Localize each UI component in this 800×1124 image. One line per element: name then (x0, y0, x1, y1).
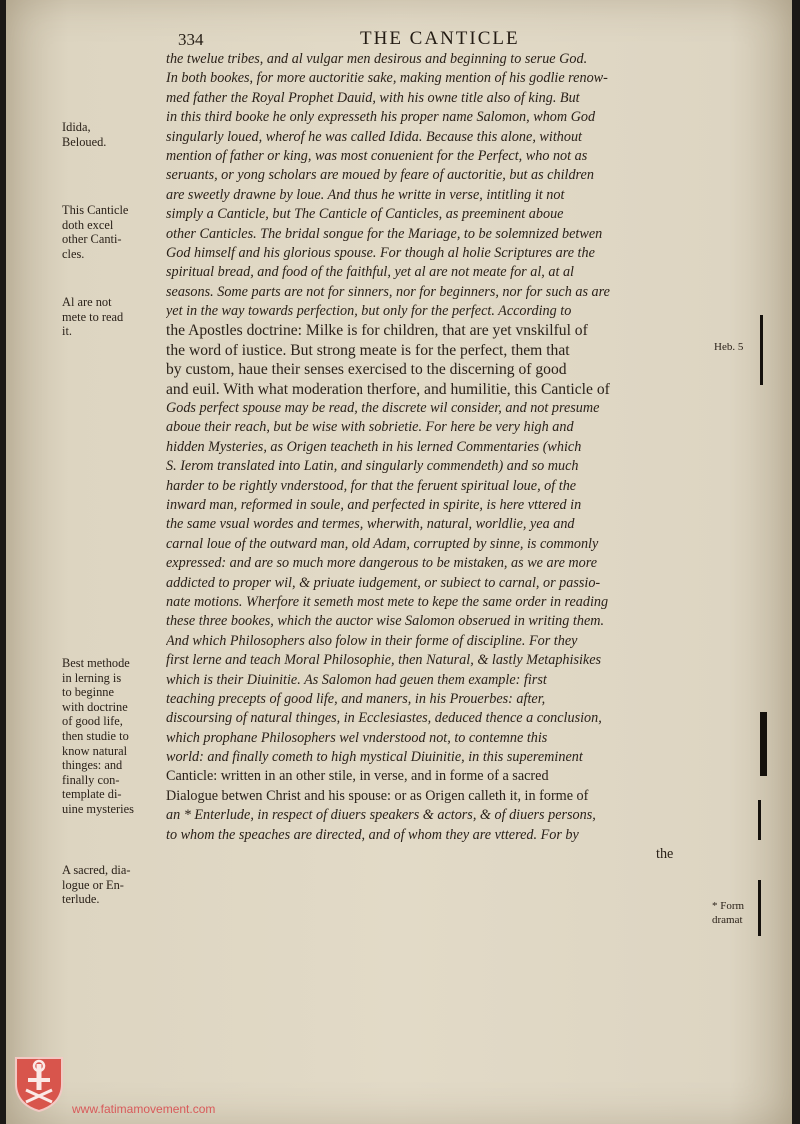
body-line: other Canticles. The bridal songue for the Mariage, to be solemnized betwen (166, 225, 603, 242)
body-line: in this third booke he only expresseth his proper name Salomon, whom God (166, 109, 596, 126)
body-line: med father the Royal Prophet Dauid, with his owne title also of king. But (166, 89, 580, 106)
margin-note-line: terlude. (62, 892, 100, 907)
margin-note-line: with doctrine (62, 699, 128, 714)
body-line: expressed: and are so much more dangerous to be mistaken, as we are more (166, 555, 598, 572)
margin-note-line: to beginne (62, 685, 114, 700)
body-line: these three bookes, which the auctor wise Salomon obserued in writing them. (166, 613, 605, 630)
body-line: first lerne and teach Moral Philosophie, then Natural, & lastly Metaphisikes (166, 652, 602, 669)
margin-note-line: cles. (62, 246, 85, 261)
body-line: inward man, reformed in soule, and perfected in spirite, is here vttered in (166, 496, 582, 513)
margin-note-line: Al are not (62, 295, 112, 309)
margin-note-line: Idida, (62, 120, 91, 134)
body-line: simply a Canticle, but The Canticle of Canticles, as preeminent aboue (166, 206, 564, 223)
margin-note-sacred-dialogue (62, 863, 166, 907)
margin-note-line: it. (62, 324, 72, 339)
margin-rule (760, 712, 767, 776)
margin-note-heb: Heb. 5 (714, 341, 744, 353)
margin-note-line: A sacred, dia- (62, 863, 131, 877)
margin-note-line: then studie to (62, 728, 129, 743)
margin-note-line: in lerning is (62, 670, 122, 685)
body-line: teaching precepts of good life, and maners, in his Prouerbes: after, (166, 690, 546, 707)
body-line: are sweetly drawne by loue. And thus he writte in verse, intitling it not (166, 186, 565, 203)
body-line: to whom the speaches are directed, and of whom they are vttered. For by (166, 826, 579, 843)
body-line: singularly loued, wherof he was called Idida. Because this alone, without (166, 128, 582, 145)
body-line: spiritual bread, and food of the faithful, yet al are not meate for al, at al (166, 264, 574, 281)
catchword: the (656, 846, 674, 863)
margin-rule (760, 315, 763, 385)
margin-note-line: doth excel (62, 217, 114, 232)
body-line: Canticle: written in an other stile, in verse, and in forme of a sacred (166, 768, 549, 785)
margin-note-idida (62, 120, 166, 149)
margin-note-line: know natural (62, 743, 128, 758)
body-line: Dialogue betwen Christ and his spouse: or as Origen calleth it, in forme of (166, 787, 589, 804)
body-line: And which Philosophers also folow in their forme of discipline. For they (166, 632, 578, 649)
margin-note-line: of good life, (62, 714, 123, 729)
papal-keys-shield-icon (12, 1054, 66, 1112)
watermark-text[interactable]: www.fatimamovement.com (72, 1102, 216, 1116)
body-line: yet in the way towards perfection, but only for the perfect. According to (166, 303, 572, 320)
body-line: carnal loue of the outward man, old Adam, corrupted by sinne, is commonly (166, 535, 599, 552)
body-line: and euil. With what moderation therfore, and humilitie, this Canticle of (166, 380, 610, 398)
margin-note-dramat: dramat (712, 914, 743, 926)
margin-note-line: Best methode (62, 656, 130, 670)
margin-note-canticle-excel (62, 203, 166, 261)
body-line: by custom, haue their senses exercised to the discerning of good (166, 361, 567, 379)
body-line: world: and finally cometh to high mystical Diuinitie, in this supereminent (166, 749, 583, 766)
body-line: In both bookes, for more auctoritie sake, making mention of his godlie renow- (166, 70, 608, 87)
body-line: the word of iustice. But strong meate is for the perfect, them that (166, 341, 570, 359)
margin-note-line: This Canticle (62, 203, 129, 217)
body-line: God himself and his glorious spouse. For though al holie Scriptures are the (166, 244, 595, 261)
page-number: 334 (178, 30, 204, 49)
margin-note-line: template di- (62, 787, 122, 802)
margin-note-line: other Canti- (62, 232, 122, 247)
margin-note-line: uine mysteries (62, 801, 134, 816)
body-text (166, 50, 718, 864)
body-line: hidden Mysteries, as Origen teacheth in his lerned Commentaries (which (166, 438, 582, 455)
margin-rule (758, 880, 761, 936)
margin-note-line: logue or En- (62, 877, 124, 892)
running-title: THE CANTICLE (360, 28, 520, 49)
body-line: S. Ierom translated into Latin, and singularly commendeth) and so much (166, 458, 579, 475)
margin-note-line: thinges: and (62, 758, 123, 773)
body-line: aboue their reach, but be wise with sobrietie. For here be very high and (166, 419, 574, 436)
body-line: addicted to proper wil, & priuate iudgement, or subiect to carnal, or passio- (166, 574, 601, 591)
body-line: nate motions. Wherfore it semeth most mete to kepe the same order in reading (166, 593, 609, 610)
margin-note-line: mete to read (62, 309, 124, 324)
margin-note-best-methode (62, 656, 166, 817)
body-line: which prophane Philosophers wel vnderstood not, to contemne this (166, 729, 548, 746)
body-line: Gods perfect spouse may be read, the discrete wil consider, and not presume (166, 400, 600, 417)
margin-rule (758, 800, 761, 840)
margin-note-line: Beloued. (62, 134, 107, 149)
body-line: seasons. Some parts are not for sinners, nor for beginners, nor for such as are (166, 283, 610, 300)
body-line: the Apostles doctrine: Milke is for children, that are yet vnskilful of (166, 322, 588, 340)
body-line: the twelue tribes, and al vulgar men desirous and beginning to serue God. (166, 51, 588, 67)
body-line: mention of father or king, was most conuenient for the Perfect, who not as (166, 147, 588, 164)
margin-note-line: finally con- (62, 772, 120, 787)
body-line: discoursing of natural thinges, in Ecclesiastes, deduced thence a conclusion, (166, 710, 602, 727)
body-line: an * Enterlude, in respect of diuers speakers & actors, & of diuers persons, (166, 807, 596, 824)
book-page (6, 0, 792, 1124)
body-line: harder to be rightly vnderstood, for that the feruent spiritual loue, of the (166, 477, 577, 494)
body-line: the same vsual wordes and termes, wherwith, natural, worldlie, yea and (166, 516, 575, 533)
body-line: which is their Diuinitie. As Salomon had geuen them example: first (166, 671, 547, 688)
margin-note-form: * Form (712, 900, 745, 912)
body-line: seruants, or yong scholars are moued by feare of auctoritie, but as children (166, 167, 594, 184)
margin-note-not-meet (62, 295, 166, 339)
